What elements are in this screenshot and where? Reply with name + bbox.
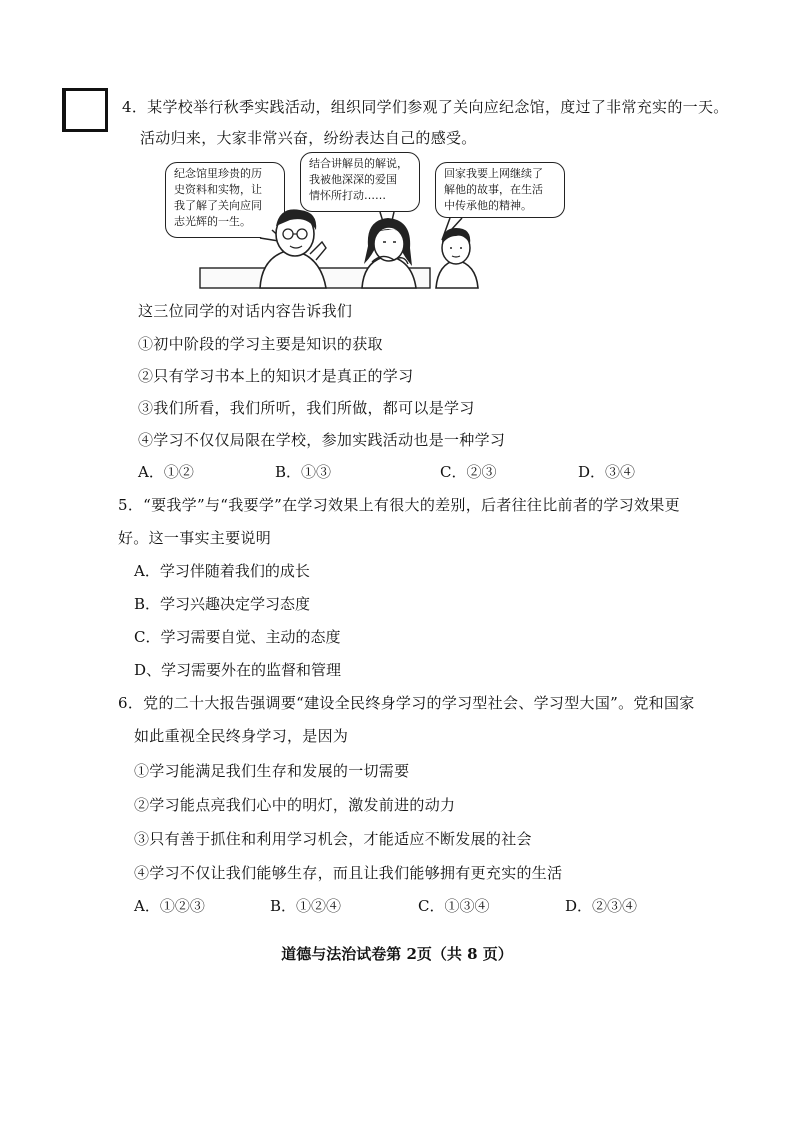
boy-with-glasses-figure xyxy=(260,209,326,288)
q6-item-3: ③只有善于抓住和利用学习机会，才能适应不断发展的社会 xyxy=(134,830,532,848)
q5-stem-line2: 好。这一事实主要说明 xyxy=(118,529,272,547)
bubble-3-line: 中传承他的精神。 xyxy=(444,199,532,212)
q6-item-2: ②学习能点亮我们心中的明灯，激发前进的动力 xyxy=(134,796,456,814)
q6-option-a[interactable]: A．①②③ xyxy=(134,897,205,915)
q4-item-3: ③我们所看，我们所听，我们所做，都可以是学习 xyxy=(138,399,475,417)
q4-option-d[interactable]: D．③④ xyxy=(578,463,636,481)
q4-illustration xyxy=(150,150,600,290)
page-footer: 道德与法治试卷第 2页（共 8 页） xyxy=(281,945,513,963)
q5-option-a[interactable]: A．学习伴随着我们的成长 xyxy=(134,562,310,580)
q5-option-d[interactable]: D、学习需要外在的监督和管理 xyxy=(134,661,342,679)
bubble-1-line: 史资料和实物，让 xyxy=(174,183,262,196)
q6-option-d[interactable]: D．②③④ xyxy=(565,897,638,915)
score-box xyxy=(62,88,108,132)
girl-figure xyxy=(362,218,416,288)
q4-item-2: ②只有学习书本上的知识才是真正的学习 xyxy=(138,367,414,385)
q4-stem-line2: 活动归来，大家非常兴奋，纷纷表达自己的感受。 xyxy=(140,129,477,147)
students-cartoon xyxy=(150,150,600,290)
q4-option-c[interactable]: C．②③ xyxy=(440,463,497,481)
q4-item-4: ④学习不仅仅局限在学校，参加实践活动也是一种学习 xyxy=(138,431,506,449)
q6-stem-line1: 6．党的二十大报告强调要“建设全民终身学习的学习型社会、学习型大国”。党和国家 xyxy=(118,694,695,712)
q6-stem-line2: 如此重视全民终身学习，是因为 xyxy=(134,727,349,745)
q4-option-b[interactable]: B．①③ xyxy=(275,463,332,481)
q5-stem-line1: 5．“要我学”与“我要学”在学习效果上有很大的差别，后者往往比前者的学习效果更 xyxy=(118,496,680,514)
bubble-1-line: 纪念馆里珍贵的历 xyxy=(174,167,262,180)
bubble-1-line: 我了解了关向应同 xyxy=(174,199,262,212)
bubble-2-line: 情怀所打动…… xyxy=(309,189,386,202)
bubble-3-line: 解他的故事，在生活 xyxy=(444,183,543,196)
q5-option-c[interactable]: C．学习需要自觉、主动的态度 xyxy=(134,628,341,646)
q4-stem-line1: 4．某学校举行秋季实践活动，组织同学们参观了关向应纪念馆，度过了非常充实的一天。 xyxy=(122,98,729,116)
bubble-3-line: 回家我要上网继续了 xyxy=(444,167,543,180)
q4-item-1: ①初中阶段的学习主要是知识的获取 xyxy=(138,335,383,353)
q5-option-b[interactable]: B．学习兴趣决定学习态度 xyxy=(134,595,311,613)
q6-option-c[interactable]: C．①③④ xyxy=(418,897,490,915)
q6-item-1: ①学习能满足我们生存和发展的一切需要 xyxy=(134,762,410,780)
q4-question-stem: 这三位同学的对话内容告诉我们 xyxy=(138,302,353,320)
q4-option-a[interactable]: A．①② xyxy=(138,463,194,481)
q6-option-b[interactable]: B．①②④ xyxy=(270,897,342,915)
q6-item-4: ④学习不仅让我们能够生存，而且让我们能够拥有更充实的生活 xyxy=(134,864,563,882)
bubble-1-line: 志光辉的一生。 xyxy=(174,215,251,228)
bubble-2-line: 我被他深深的爱国 xyxy=(309,173,397,186)
bubble-2-line: 结合讲解员的解说， xyxy=(309,157,408,170)
